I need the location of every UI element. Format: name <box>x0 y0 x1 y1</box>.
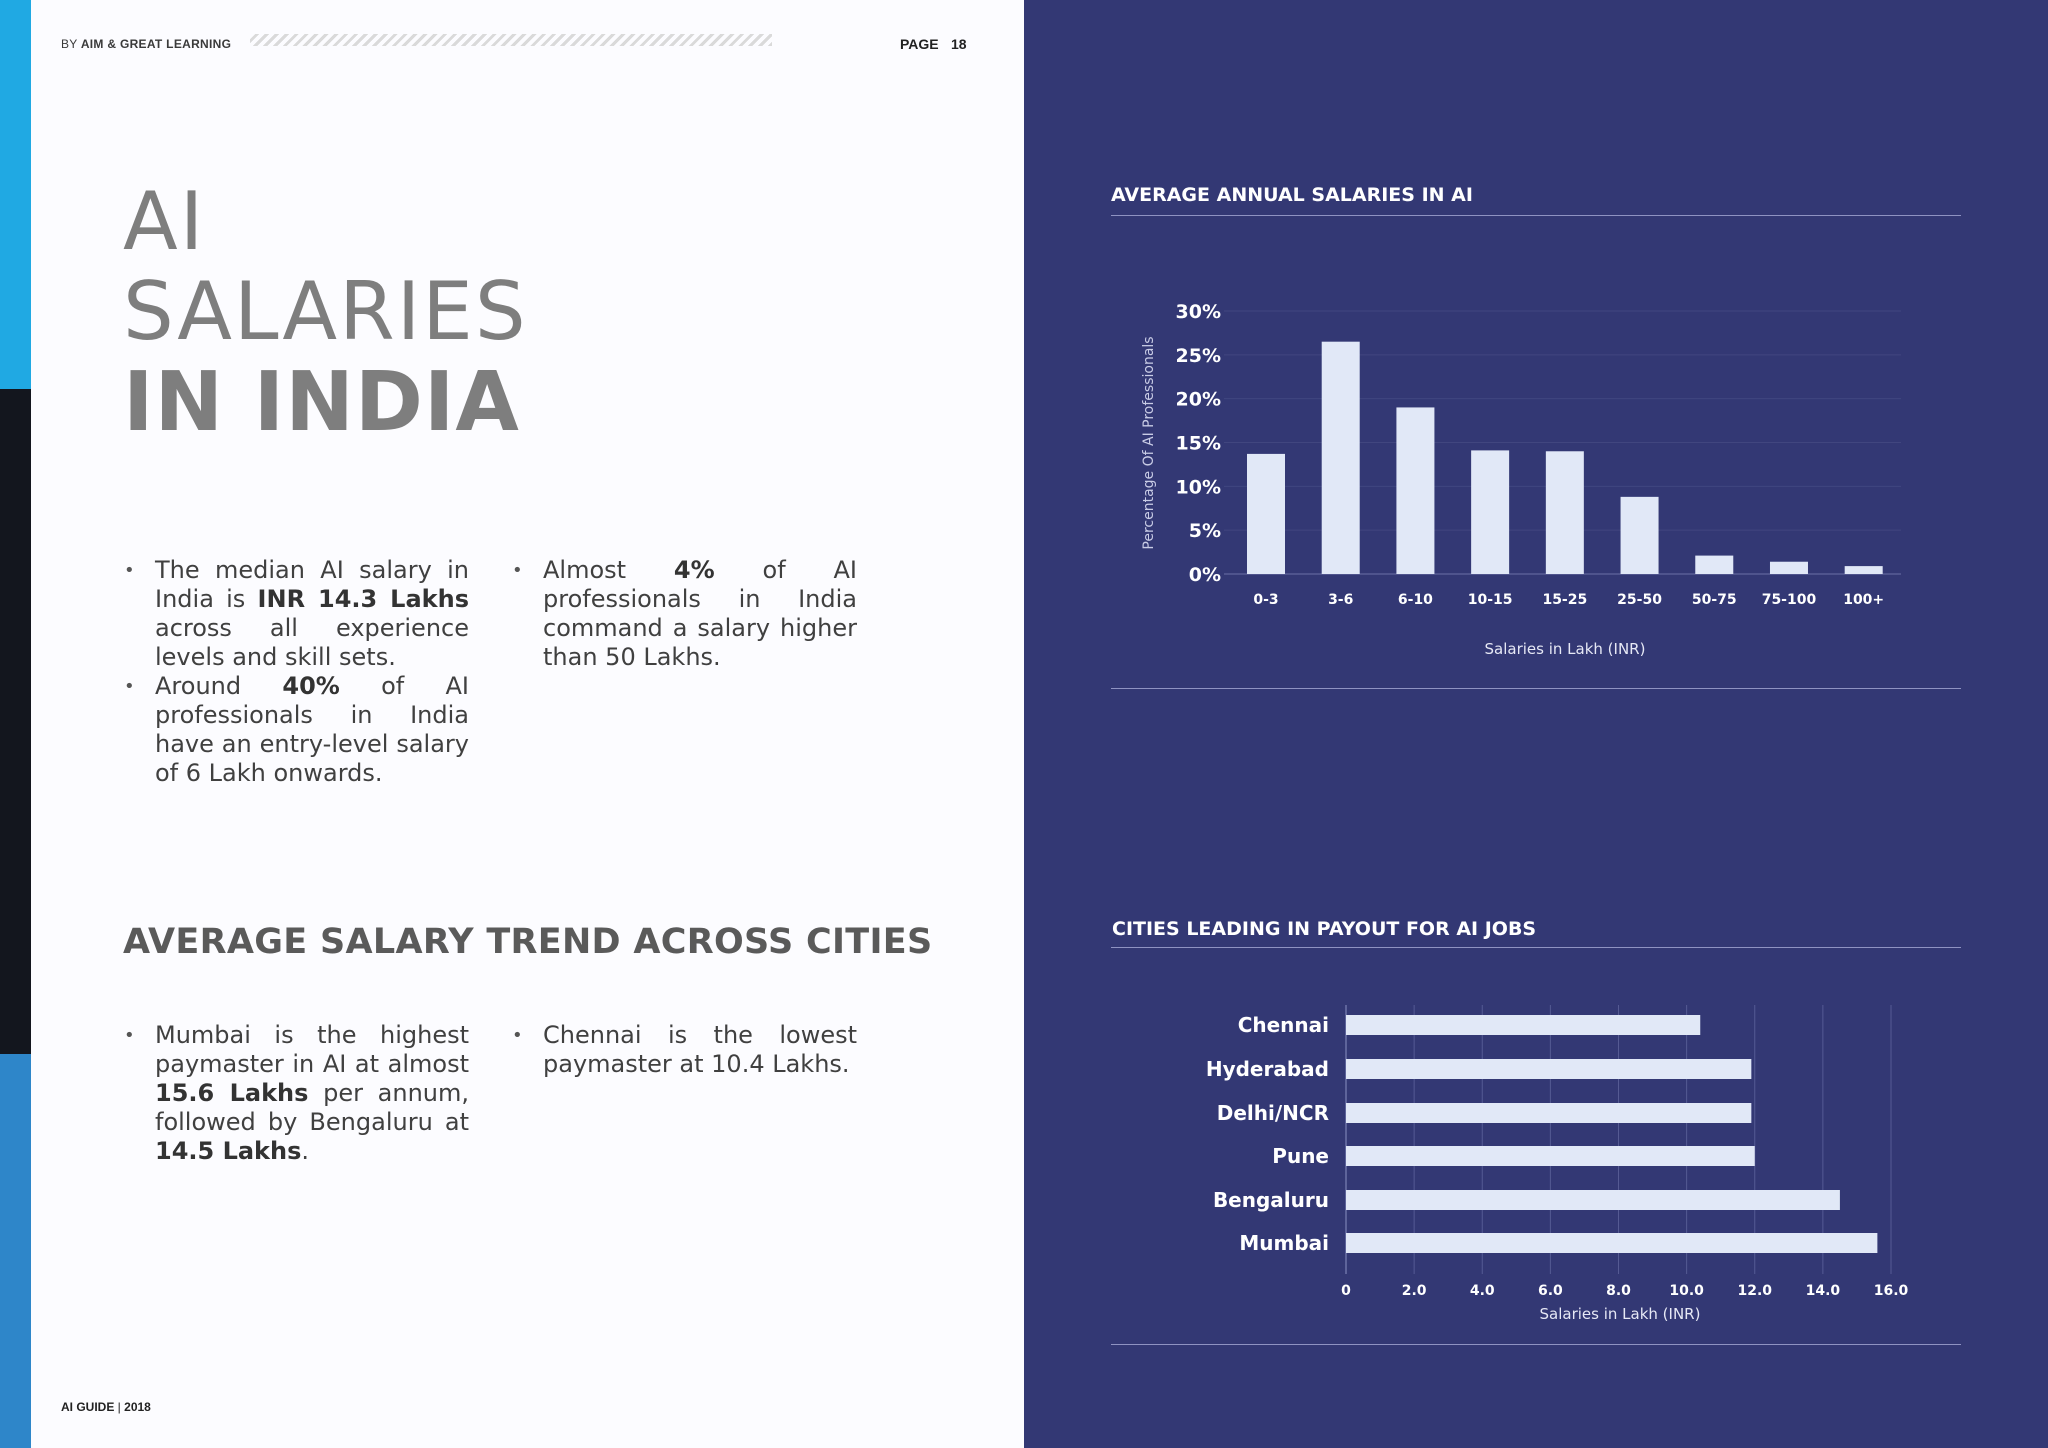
chart1-title: AVERAGE ANNUAL SALARIES IN AI <box>1111 184 1473 206</box>
chart2-category-label: Delhi/NCR <box>1216 1101 1329 1125</box>
bullet-emphasis: 40% <box>282 672 340 700</box>
chart1-bar <box>1247 454 1285 574</box>
chart1-bar <box>1621 497 1659 574</box>
bullet-text: of AI professionals in India have an entry-level salary of 6 Lakh onwards. <box>155 672 469 787</box>
chart2-category-label: Hyderabad <box>1205 1057 1329 1081</box>
chart2-category-label: Mumbai <box>1239 1231 1329 1255</box>
header-hatch-divider <box>250 34 772 46</box>
bullet-list <box>511 1021 857 1079</box>
bullet-text: per annum, followed by Bengaluru at <box>155 1079 469 1136</box>
chart2-xtick-label: 6.0 <box>1537 1283 1563 1299</box>
chart2-xtick-label: 12.0 <box>1737 1283 1773 1299</box>
chart1-title-rule <box>1111 215 1961 216</box>
chart2-bar <box>1346 1190 1840 1210</box>
bullet-list <box>123 1021 469 1166</box>
chart2-category-label: Bengaluru <box>1212 1188 1329 1212</box>
chart1-bar <box>1546 451 1584 574</box>
footer-year: 2018 <box>124 1400 151 1414</box>
chart1-xtick-label: 50-75 <box>1691 592 1737 608</box>
page-title-line1: AI <box>123 175 206 268</box>
byline <box>61 37 231 51</box>
bullets-top-right <box>511 556 857 672</box>
chart1-bar <box>1471 450 1509 574</box>
bullets-bottom-right <box>511 1021 857 1079</box>
chart1-ytick-label: 30% <box>1175 301 1221 323</box>
bullet-emphasis: 14.5 Lakhs <box>155 1137 302 1165</box>
chart2-bottom-rule <box>1111 1344 1961 1345</box>
chart2-xtick-label: 4.0 <box>1469 1283 1495 1299</box>
chart1-xtick-label: 25-50 <box>1617 592 1662 608</box>
chart1-bar <box>1770 562 1808 574</box>
bullet-item <box>543 1021 857 1079</box>
bullet-list <box>511 556 857 672</box>
chart1-xtick-label: 10-15 <box>1467 592 1513 608</box>
byline-text: AIM & GREAT LEARNING <box>80 37 232 51</box>
bullet-text: . <box>301 1137 310 1165</box>
chart2-bar <box>1346 1015 1700 1035</box>
chart1-ytick-label: 10% <box>1175 476 1221 499</box>
chart2-bar <box>1346 1233 1877 1253</box>
chart1-ytick-label: 15% <box>1175 432 1221 455</box>
bullet-item <box>155 672 469 788</box>
chart2-xtick-label: 8.0 <box>1606 1283 1631 1299</box>
chart1-xtick-label: 0-3 <box>1253 592 1279 608</box>
chart2-xlabel: Salaries in Lakh (INR) <box>1539 1305 1701 1323</box>
chart1-xtick-label: 6-10 <box>1397 592 1433 608</box>
chart2-title: CITIES LEADING IN PAYOUT FOR AI JOBS <box>1112 918 1537 940</box>
chart2-category-label: Pune <box>1272 1144 1329 1168</box>
bullets-bottom-left <box>123 1021 469 1166</box>
footer-guide: AI GUIDE <box>61 1400 115 1414</box>
section-heading: AVERAGE SALARY TREND ACROSS CITIES <box>123 922 933 962</box>
byline-prefix: BY <box>61 37 78 51</box>
page-title-line3: IN INDIA <box>123 355 520 450</box>
chart2-xtick-label: 16.0 <box>1873 1283 1909 1299</box>
bullet-item <box>543 556 857 672</box>
bullet-text: Chennai is the lowest paymaster at 10.4 Lakhs. <box>543 1021 857 1078</box>
chart1-ytick-label: 20% <box>1175 388 1221 411</box>
footer-separator: | <box>114 1400 125 1414</box>
bullets-top-left <box>123 556 469 788</box>
chart2-title-rule <box>1111 947 1961 948</box>
accent-stripe-black <box>0 389 31 1054</box>
chart1-ytick-label: 25% <box>1175 344 1221 367</box>
chart2-xtick-label: 2.0 <box>1401 1283 1427 1299</box>
chart1-ytick-label: 5% <box>1188 520 1221 543</box>
bullet-item <box>155 1021 469 1166</box>
chart1-ylabel: Percentage Of AI Professionals <box>1141 336 1157 550</box>
bullet-text: Around <box>155 672 283 700</box>
chart2-xtick-label: 14.0 <box>1805 1283 1841 1299</box>
chart1-xtick-label: 100+ <box>1843 592 1885 608</box>
bullet-item <box>155 556 469 672</box>
chart1-xtick-label: 75-100 <box>1761 592 1817 608</box>
bullet-text: Almost <box>543 556 674 584</box>
bullet-text: Mumbai is the highest paymaster in AI at almost <box>155 1021 469 1078</box>
salary-distribution-chart <box>1111 280 1961 680</box>
accent-stripe-blue <box>0 0 31 389</box>
bullet-emphasis: 4% <box>673 556 715 584</box>
chart1-xtick-label: 15-25 <box>1542 592 1588 608</box>
page-number: 18 <box>951 36 967 52</box>
chart2-xtick-label: 0 <box>1341 1283 1351 1299</box>
chart1-xlabel: Salaries in Lakh (INR) <box>1484 640 1646 658</box>
chart2-xtick-label: 10.0 <box>1669 1283 1704 1299</box>
footer <box>61 1400 151 1414</box>
chart2-category-label: Chennai <box>1237 1013 1329 1037</box>
chart1-bar <box>1845 566 1883 574</box>
bullet-list <box>123 556 469 788</box>
chart2-bar <box>1346 1146 1755 1166</box>
bullet-emphasis: INR 14.3 Lakhs <box>257 585 469 613</box>
chart1-xtick-label: 3-6 <box>1328 592 1354 608</box>
city-payout-chart <box>1111 990 1961 1335</box>
chart1-bottom-rule <box>1111 688 1961 689</box>
chart2-bar <box>1346 1059 1751 1079</box>
bullet-text: of AI professionals in India command a salary higher than 50 Lakhs. <box>543 556 857 671</box>
bullet-emphasis: 15.6 Lakhs <box>155 1079 309 1107</box>
chart1-bar <box>1322 342 1360 574</box>
accent-stripe-darkblue <box>0 1054 31 1448</box>
bullet-text: The median AI salary in India is <box>155 556 469 613</box>
chart1-bar <box>1695 556 1733 574</box>
chart1-ytick-label: 0% <box>1188 564 1221 586</box>
page-title-line2: SALARIES <box>123 265 528 358</box>
bullet-text: across all experience levels and skill sets. <box>155 614 469 671</box>
page-label: PAGE <box>900 36 939 52</box>
chart1-bar <box>1396 407 1434 574</box>
chart2-bar <box>1346 1103 1751 1123</box>
